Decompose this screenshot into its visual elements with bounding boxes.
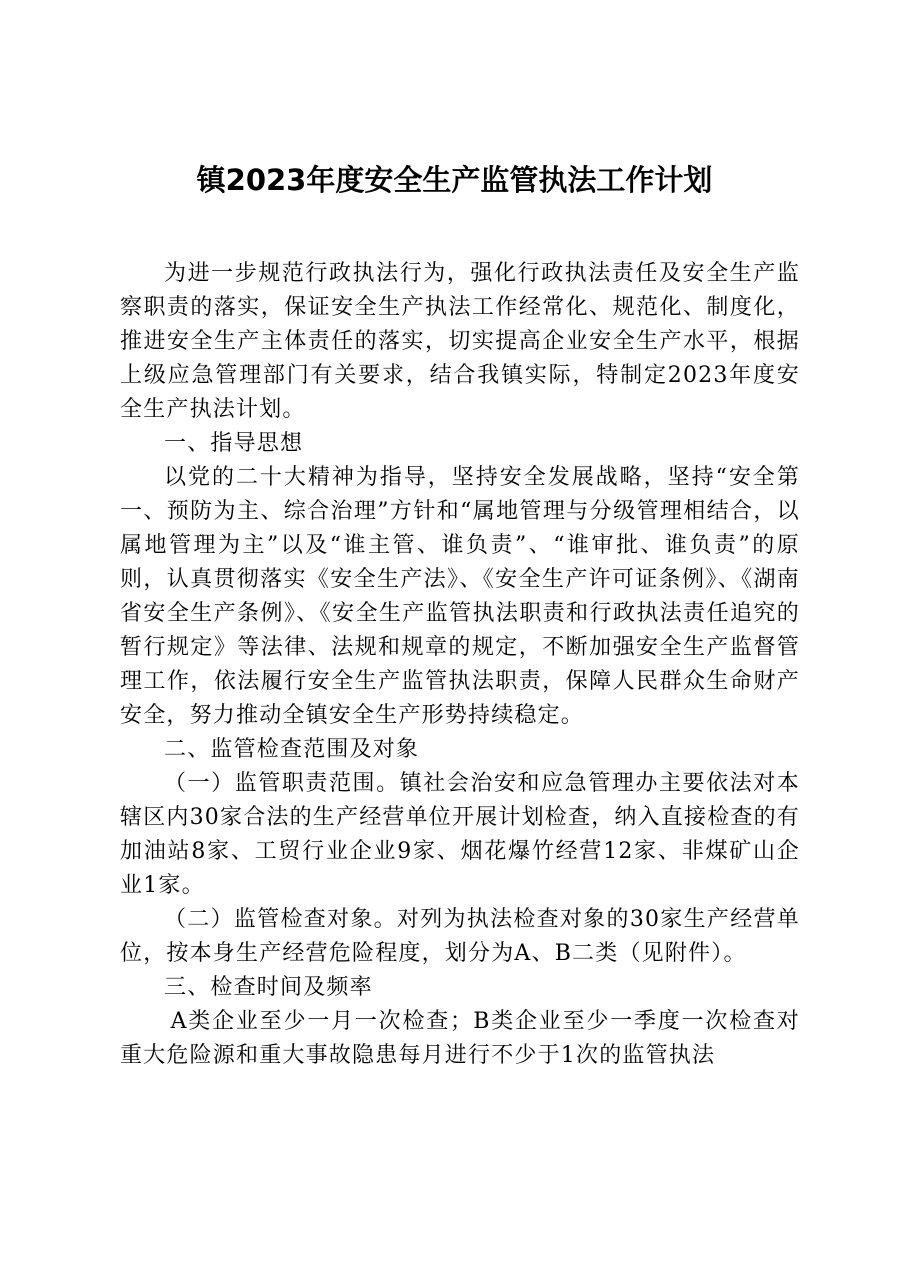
frequency-paragraph: A类企业至少一月一次检查；B类企业至少一季度一次检查对重大危险源和重大事故隐患每月进行不少于1次的监管执法 [120,1009,800,1068]
scope-paragraph-2: （二）监管检查对象。对列为执法检查对象的30家生产经营单位，按本身生产经营危险程度，划分为A、B二类（见附件）。 [120,907,800,966]
section-heading-guiding-ideology: 一、指导思想 [164,431,304,456]
intro-paragraph: 为进一步规范行政执法行为，强化行政执法责任及安全生产监察职责的落实，保证安全生产执法工作经常化、规范化、制度化，推进安全生产主体责任的落实，切实提高企业安全生产水平，根据上级应急管理部门有关要求，结合我镇实际，特制定2023年度安全生产执法计划。 [120,261,800,422]
document-title: 镇2023年度安全生产监管执法工作计划 [196,163,713,197]
guiding-ideology-paragraph: 以党的二十大精神为指导，坚持安全发展战略，坚持“安全第一、预防为主、综合治理”方针和“属地管理与分级管理相结合，以属地管理为主”以及“谁主管、谁负责”、“谁审批、谁负责”的原则，认真贯彻落实《安全生产法》、《安全生产许可证条例》、《湖南省安全生产条例》、《安全生产监管执法职责和行政执法责任追究的暂行规定》等法律、法规和规章的规定，不断加强安全生产监督管理工作，依法履行安全生产监管执法职责，保障人民群众生命财产安全，努力推动全镇安全生产形势持续稳定。 [120,465,800,728]
document-body [120,257,800,1073]
scope-paragraph-1: （一）监管职责范围。镇社会治安和应急管理办主要依法对本辖区内30家合法的生产经营单位开展计划检查，纳入直接检查的有加油站8家、工贸行业企业9家、烟花爆竹经营12家、非煤矿山企业1家。 [120,771,800,898]
section-heading-frequency: 三、检查时间及频率 [164,975,373,1000]
section-heading-scope: 二、监管检查范围及对象 [164,737,420,762]
